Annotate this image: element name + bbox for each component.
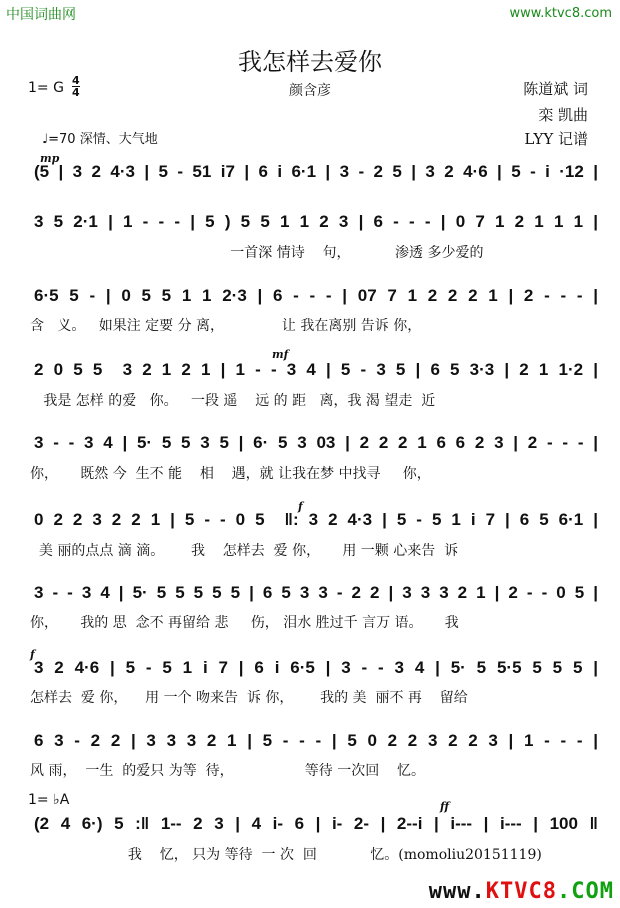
time-sig-bottom: 4 [72,86,80,99]
key-signature: 1= G [28,80,64,96]
notation-line: (5 | 3 2 4·3 | 5 - 51 i7 | 6 i 6·1 | 3 - 2 5 | 3 2 4·6 | 5 - i ·12 | [34,162,598,181]
notation-line: 3 5 2·1 | 1 - - - | 5 ) 5 5 1 1 2 3 | 6 - - - | 0 7 1 2 1 1 1 | [34,212,598,231]
lyrics-line: 一首深 情诗 句， 渗透 多少爱的 [30,245,484,261]
lyrics-line: 你， 我的 思 念不 再留给 悲 伤， 泪水 胜过千 言万 语。 我 [30,615,459,631]
dynamic-f: f [298,500,303,513]
site-name-cn: 中国词曲网 [6,7,76,23]
dynamic-mf: mf [272,348,289,361]
notation-line: (2 4 6·) 5 :‖ 1-- 2 3 | 4 i- 6 | i- 2- | 2--i | i--- | i--- | 100 ‖ [34,814,598,833]
notation-line: 6·5 5 - | 0 5 5 1 1 2·3 | 6 - - - | 07 7 1 2 2 2 1 | 2 - - - | [34,286,598,305]
dynamic-f: f [30,648,35,661]
notation-line: 3 2 4·6 | 5 - 5 1 i 7 | 6 i 6·5 | 3 - - 3 4 | 5· 5 5·5 5 5 5 | [34,658,598,677]
logo-suffix: .COM [557,879,614,904]
composer: 栾 凯曲 [538,106,588,124]
lyricist: 陈道斌 词 [523,80,588,98]
notation-line: 0 2 2 3 2 2 1 | 5 - - 0 5 ‖: 3 2 4·3 | 5 - 5 1 i 7 | 6 5 6·1 | [34,510,598,529]
singer: 颜含彦 [289,83,331,99]
lyrics-line: 风 雨， 一生 的爱只 为等 待， 等待 一次回 忆。 [30,763,426,779]
song-title: 我怎样去爱你 [238,48,382,76]
dynamic-ff: ff [440,800,450,813]
site-url[interactable]: www.ktvc8.com [509,6,612,21]
lyrics-line: 你， 既然 今 生不 能 相 遇，就 让我在梦 中找寻 你， [30,466,431,482]
key-change: 1= ♭A [28,792,70,808]
notation-line: 3 - - 3 4 | 5· 5 5 5 5 5 | 6 5 3 3 - 2 2 | 3 3 3 2 1 | 2 - - 0 5 | [34,583,598,602]
time-sig-top: 4 [72,74,80,87]
notation-line: 3 - - 3 4 | 5· 5 5 3 5 | 6· 5 3 03 | 2 2 2 1 6 6 2 3 | 2 - - - | [34,433,598,452]
lyrics-line: 怎样去 爱 你， 用 一个 吻来告 诉 你， 我的 美 丽不 再 留给 [30,690,468,706]
lyrics-line: 我是 怎样 的爱 你。 一段 遥 远 的 距 离，我 渴 望走 近 [30,393,436,409]
notation-line: 2 0 5 5 3 2 1 2 1 | 1 - - 3 4 | 5 - 3 5 | 6 5 3·3 | 2 1 1·2 | [34,360,598,379]
lyrics-line: 美 丽的点点 滴 滴。 我 怎样去 爱 你， 用 一颗 心来告 诉 [30,543,459,559]
site-logo [429,879,614,904]
notation-line: 6 3 - 2 2 | 3 3 3 2 1 | 5 - - - | 5 0 2 2 3 2 2 3 | 1 - - - | [34,731,598,750]
tempo-marking: ♩=70 深情、大气地 [42,132,158,147]
logo-mid: KTVC8 [485,879,558,904]
transcriber: LYY 记谱 [524,130,588,148]
dynamic-mp: mp [40,152,60,165]
logo-prefix: www. [428,879,486,904]
lyrics-line: 含 义。 如果注 定要 分 离， 让 我在离别 告诉 你， [30,318,422,334]
lyrics-line: 我 忆， 只为 等待 一 次 回 忆。(momoliu20151119) [30,847,542,863]
